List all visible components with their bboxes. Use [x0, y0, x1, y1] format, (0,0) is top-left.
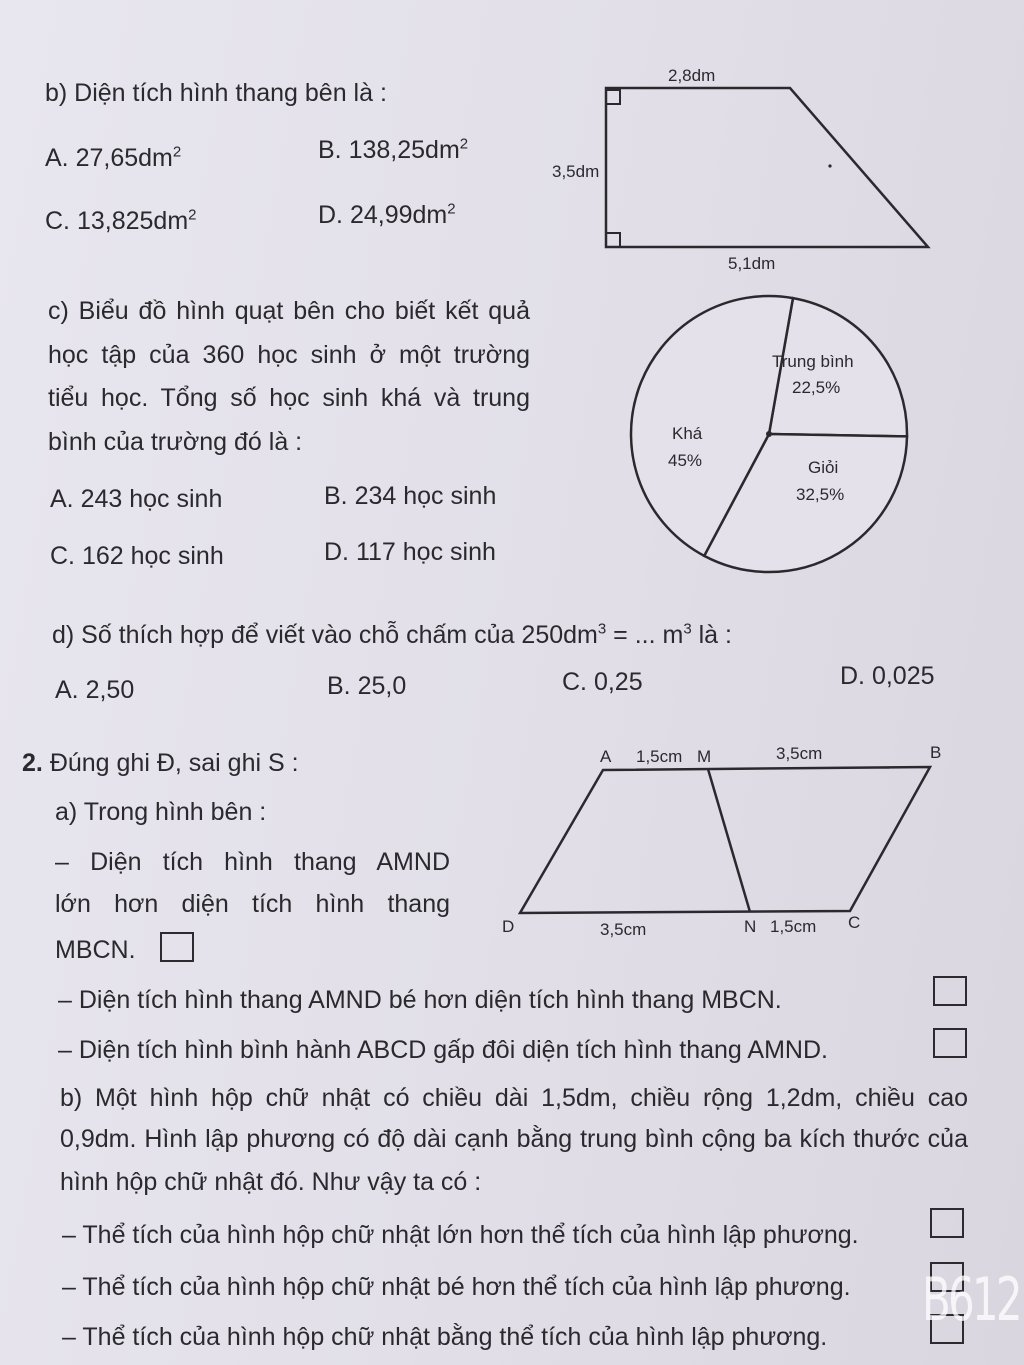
q2a-item1-line-2: lớn hơn diện tích hình thang	[55, 890, 450, 918]
q2a-item2: – Diện tích hình thang AMND bé hơn diện tích hình thang MBCN.	[58, 986, 782, 1014]
option-value: 27,65dm	[75, 144, 173, 172]
option-value: 25,0	[357, 672, 407, 700]
pie-label-kha: Khá	[672, 424, 703, 443]
option-value: 138,25dm	[348, 136, 460, 164]
pie-value-trung-binh: 22,5%	[792, 378, 841, 397]
pie-label-trung-binh: Trung bình	[772, 352, 854, 371]
answer-box-q2a-3[interactable]	[933, 1028, 967, 1058]
trapezoid-bottom-label: 5,1dm	[728, 254, 776, 273]
option-value: 243 học sinh	[80, 485, 223, 513]
option-value: 234 học sinh	[354, 482, 497, 510]
q2b-item2: – Thể tích của hình hộp chữ nhật bé hơn thể tích của hình lập phương.	[62, 1273, 851, 1301]
q1d-exponent-1: 3	[597, 620, 607, 638]
option-letter: A.	[45, 144, 69, 172]
q1d-exponent-2: 3	[683, 620, 692, 638]
vertex-n-label: N	[744, 917, 757, 936]
pie-value-kha: 45%	[668, 451, 703, 470]
option-exponent: 2	[172, 143, 182, 161]
option-value: 0,25	[593, 668, 643, 696]
q1c-line-4: bình của trường đó là :	[48, 428, 303, 456]
q1c-line-1: c) Biểu đồ hình quạt bên cho biết kết quả	[48, 297, 530, 325]
q2b-item1: – Thể tích của hình hộp chữ nhật lớn hơn thể tích của hình lập phương.	[62, 1221, 859, 1249]
vertex-a-label: A	[600, 747, 612, 766]
option-exponent: 2	[188, 206, 197, 224]
option-value: 13,825dm	[76, 207, 189, 235]
vertex-d-label: D	[502, 917, 515, 936]
q2b-item3: – Thể tích của hình hộp chữ nhật bằng thể tích của hình lập phương.	[62, 1323, 828, 1351]
trapezoid-side-label: 3,5dm	[552, 162, 600, 181]
q1b-question: b) Diện tích hình thang bên là :	[45, 79, 387, 107]
option-letter: D.	[318, 201, 343, 229]
option-letter: A.	[50, 485, 74, 513]
segment-nc-label: 1,5cm	[770, 917, 817, 936]
pie-label-gioi: Giỏi	[808, 458, 839, 477]
q2b-line-1: b) Một hình hộp chữ nhật có chiều dài 1,5dm, chiều rộng 1,2dm, chiều cao	[60, 1084, 968, 1112]
q1d-prefix: d) Số thích hợp để viết vào chỗ chấm của 250dm	[52, 621, 598, 649]
option-letter: D.	[324, 538, 349, 566]
vertex-m-label: M	[697, 747, 712, 766]
option-value: 0,025	[871, 662, 935, 690]
answer-box-q2b-1[interactable]	[930, 1208, 964, 1238]
option-value: 117 học sinh	[355, 538, 496, 566]
q1c-line-2: học tập của 360 học sinh ở một trường	[48, 341, 530, 369]
q1d-suffix: là :	[691, 621, 732, 649]
option-letter: B.	[327, 672, 351, 700]
trapezoid-top-label: 2,8dm	[668, 66, 716, 85]
vertex-b-label: B	[930, 743, 942, 762]
answer-box-q2a-2[interactable]	[933, 976, 967, 1006]
option-letter: D.	[840, 662, 865, 690]
q1c-line-3: tiểu học. Tổng số học sinh khá và trung	[48, 384, 530, 412]
option-letter: C.	[562, 668, 587, 696]
option-exponent: 2	[459, 135, 469, 153]
q1d-middle: = ... m	[606, 621, 684, 649]
q2a-intro: a) Trong hình bên :	[55, 798, 267, 826]
option-value: 162 học sinh	[81, 542, 224, 570]
q2a-item1-line-1: – Diện tích hình thang AMND	[55, 848, 450, 876]
segment-dn-label: 3,5cm	[600, 920, 647, 939]
segment-mb-label: 3,5cm	[776, 744, 823, 763]
watermark: B612	[922, 1265, 1020, 1335]
parallelogram-shape	[520, 767, 930, 913]
pie-value-gioi: 32,5%	[796, 485, 845, 504]
segment-mn	[708, 769, 750, 912]
option-letter: B.	[318, 136, 342, 164]
segment-am-label: 1,5cm	[636, 747, 683, 766]
q2b-line-3: hình hộp chữ nhật đó. Như vậy ta có :	[60, 1168, 482, 1196]
vertex-c-label: C	[848, 913, 861, 932]
q2a-item3: – Diện tích hình bình hành ABCD gấp đôi diện tích hình thang AMND.	[58, 1036, 828, 1064]
option-letter: C.	[45, 207, 70, 235]
option-letter: B.	[324, 482, 348, 510]
option-letter: C.	[50, 542, 75, 570]
q2a-item1-line-3: MBCN.	[55, 936, 136, 964]
q2-number: 2.	[22, 749, 43, 777]
option-value: 2,50	[85, 676, 135, 704]
option-value: 24,99dm	[349, 201, 448, 229]
q2b-line-2: 0,9dm. Hình lập phương có độ dài cạnh bằng trung bình cộng ba kích thước của	[60, 1125, 968, 1153]
q2-title: Đúng ghi Đ, sai ghi S :	[49, 749, 299, 777]
option-exponent: 2	[447, 200, 456, 218]
option-letter: A.	[55, 676, 79, 704]
